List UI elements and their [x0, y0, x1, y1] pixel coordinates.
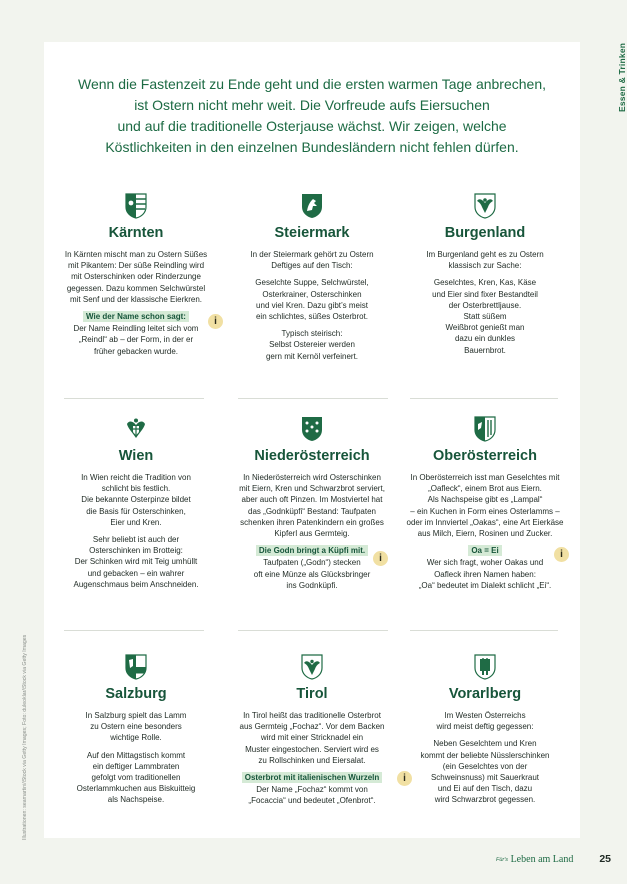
region-wien: [53, 416, 219, 596]
tyrol-crest-icon: [301, 654, 323, 680]
region-title: Kärnten: [108, 225, 164, 241]
region-paragraph: [227, 472, 397, 539]
region-title: Steiermark: [274, 225, 350, 241]
text-line: (ein Geselchtes von der: [442, 761, 528, 771]
text-line: oder im Innviertel „Oakas“, eine Art Eierkäse: [406, 517, 564, 527]
text-line: Osterkrainer, Osterschinken: [262, 289, 362, 299]
text-line: Selbst Ostereier werden: [269, 340, 355, 350]
text-line: „Oafleck“, einem Brot aus Eiern.: [428, 484, 542, 494]
text-line: Die bekannte Osterpinze bildet: [81, 495, 191, 505]
highlight-label: Die Godn bringt a Küpfi mit.: [256, 545, 368, 556]
region-salzburg: [53, 654, 219, 812]
region-paragraph: [53, 249, 219, 305]
region-title: Tirol: [296, 686, 328, 702]
region-paragraph: [396, 557, 574, 591]
text-line: Bauernbrot.: [464, 345, 506, 355]
text-line: Der Name „Fochaz“ kommt von: [256, 785, 368, 795]
intro-line: Köstlichkeiten in den einzelnen Bundesländern nicht fehlen dürfen.: [105, 139, 519, 155]
region-paragraph: [53, 472, 219, 528]
text-line: wird Schwarzbrot gegessen.: [434, 795, 536, 805]
text-line: gern mit Kernöl verfeinert.: [265, 351, 359, 361]
text-line: ins Godnküpfi.: [286, 580, 338, 590]
text-line: „Reindl“ ab – der Form, in der er: [78, 335, 194, 345]
text-line: schenken ihren Patenkindern ein großes: [240, 517, 384, 527]
intro-text: [70, 74, 554, 158]
lower-austria-crest-icon: [301, 416, 323, 442]
page-footer: [496, 854, 611, 868]
region-niederoesterreich: [227, 416, 397, 597]
text-line: schlicht bis festlich.: [101, 484, 171, 494]
divider: [64, 630, 204, 631]
region-paragraph: [229, 784, 395, 806]
divider: [64, 398, 204, 399]
text-line: gefolgt vom traditionellen: [91, 773, 181, 783]
region-paragraph: [229, 710, 395, 766]
upper-austria-crest-icon: [474, 416, 496, 442]
text-line: wird meist deftig gegessen:: [436, 722, 534, 732]
region-title: Oberösterreich: [433, 448, 537, 464]
text-line: Neben Geselchtem und Kren: [433, 739, 537, 749]
text-line: und Eier sind fixer Bestandteil: [432, 289, 538, 299]
info-icon: i: [208, 314, 223, 329]
text-line: und gebacken – ein wahrer: [87, 568, 185, 578]
text-line: kommt der beliebte Nüsslerschinken: [420, 750, 550, 760]
info-icon: i: [373, 551, 388, 566]
text-line: die Basis für Osterschinken,: [86, 506, 186, 516]
text-line: Statt süßem: [463, 312, 507, 322]
text-line: wird mit einer Stricknadel ein: [260, 733, 364, 743]
text-line: dazu ein dunkles: [454, 334, 516, 344]
region-paragraph: [402, 738, 568, 805]
region-paragraph: [227, 557, 397, 591]
text-line: Weißbrot genießt man: [445, 323, 525, 333]
text-line: Eier und Kren.: [110, 517, 162, 527]
text-line: Der Name Reindling leitet sich vom: [73, 324, 199, 334]
divider: [410, 398, 558, 399]
text-line: Muster eingestochen. Serviert wird es: [245, 744, 379, 754]
intro-line: und auf die traditionelle Osterjause wächst. Wir zeigen, welche: [117, 118, 507, 134]
highlight-label: Osterbrot mit italienischen Wurzeln: [242, 772, 383, 783]
region-title: Vorarlberg: [448, 686, 522, 702]
text-line: zu Ostern eine besonders: [90, 722, 182, 732]
text-line: ein schlichtes, süßes Osterbrot.: [255, 312, 369, 322]
carinthia-crest-icon: [125, 193, 147, 219]
text-line: Geselchte Suppe, Selchwürstel,: [255, 278, 369, 288]
region-paragraph: [53, 323, 219, 357]
divider: [410, 630, 558, 631]
info-icon: i: [397, 771, 412, 786]
text-line: gegessen. Dazu kommen Selchwürstel: [66, 283, 206, 293]
region-paragraph: [229, 277, 395, 322]
text-line: Der Schinken wird mit Teig umhüllt: [74, 557, 198, 567]
region-paragraph: [53, 750, 219, 806]
brand-prefix: Für's: [496, 857, 509, 863]
region-title: Wien: [118, 448, 154, 464]
divider: [238, 630, 388, 631]
region-paragraph: [229, 249, 395, 271]
text-line: und viel Kren. Dazu gibt’s meist: [256, 300, 368, 310]
text-line: In Oberösterreich isst man Geselchtes mit: [410, 473, 560, 482]
text-line: Im Burgenland geht es zu Ostern: [426, 250, 544, 259]
region-paragraph: [402, 249, 568, 271]
divider: [238, 398, 388, 399]
intro-line: ist Ostern nicht mehr weit. Die Vorfreude aufs Eiersuchen: [134, 97, 490, 113]
text-line: und Ei auf den Tisch, dazu: [437, 784, 533, 794]
region-kaernten: [53, 193, 219, 363]
section-tag-label: Essen & Trinken: [617, 42, 627, 112]
text-line: Sehr beliebt ist auch der: [92, 535, 180, 545]
region-tirol: [229, 654, 395, 813]
text-line: Schweinsnuss) mit Sauerkraut: [430, 773, 540, 783]
text-line: aber auch oft Pinzen. Im Mostviertel hat: [241, 495, 383, 505]
text-line: Taufpaten („Godn“) stecken: [263, 558, 361, 568]
text-line: Als Nachspeise gibt es „Lampal“: [427, 495, 543, 505]
region-paragraph: [402, 710, 568, 732]
text-line: In Tirol heißt das traditionelle Osterbrot: [243, 711, 381, 720]
region-oberoesterreich: [396, 416, 574, 597]
text-line: Osterlammkuchen aus Biskuitteig: [76, 784, 196, 794]
text-line: „Oa“ bedeutet im Dialekt schlicht „Ei“.: [418, 580, 552, 590]
highlight-label: Wie der Name schon sagt:: [83, 311, 189, 322]
vienna-crest-icon: [125, 416, 147, 442]
text-line: In Kärnten mischt man zu Ostern Süßes: [64, 250, 208, 259]
region-burgenland: [402, 193, 568, 362]
text-line: ein deftiger Lammbraten: [92, 761, 180, 771]
text-line: – ein Kuchen in Form eines Osterlamms –: [410, 506, 560, 516]
region-paragraph: [53, 534, 219, 590]
photo-credit: [14, 620, 28, 840]
text-line: zu Rollschinken und Eiersalat.: [258, 755, 366, 765]
vorarlberg-crest-icon: [474, 654, 496, 680]
text-line: „Focaccia“ und bedeutet „Ofenbrot“.: [248, 796, 376, 806]
salzburg-crest-icon: [125, 654, 147, 680]
text-line: In Salzburg spielt das Lamm: [85, 711, 187, 720]
text-line: der Osterbrettljause.: [448, 300, 522, 310]
text-line: aus Milch, Eiern, Rosinen und Zucker.: [417, 529, 553, 539]
page-number: 25: [599, 853, 611, 865]
magazine-brand: Leben am Land: [510, 854, 574, 865]
intro-line: Wenn die Fastenzeit zu Ende geht und die ersten warmen Tage anbrechen,: [77, 76, 546, 92]
text-line: Oafleck ihren Namen haben:: [434, 569, 536, 579]
text-line: Osterschinken im Brotteig:: [89, 546, 183, 556]
text-line: mit Pikantem: Der süße Reindling wird: [67, 261, 205, 271]
text-line: das „Godnküpfi“ Bestand: Taufpaten: [248, 506, 376, 516]
text-line: Im Westen Österreichs: [444, 711, 526, 720]
text-line: aus Germteig „Fochaz“. Vor dem Backen: [239, 722, 385, 732]
text-line: oft eine Münze als Glücksbringer: [253, 569, 371, 579]
region-vorarlberg: [402, 654, 568, 812]
region-title: Burgenland: [444, 225, 526, 241]
text-line: Typisch steirisch:: [281, 329, 343, 339]
region-paragraph: [396, 472, 574, 539]
text-line: In Niederösterreich wird Osterschinken: [243, 473, 381, 482]
text-line: Kipferl aus Germteig.: [274, 529, 350, 539]
text-line: Deftiges auf den Tisch:: [271, 261, 353, 271]
region-paragraph: [53, 710, 219, 744]
text-line: mit Osterschinken oder Rinderzunge: [71, 272, 201, 282]
text-line: Auf den Mittagstisch kommt: [86, 750, 186, 760]
info-icon: i: [554, 547, 569, 562]
text-line: wichtige Rolle.: [110, 733, 162, 743]
text-line: früher gebacken wurde.: [93, 346, 179, 356]
highlight-label: Oa = Ei: [468, 545, 501, 556]
text-line: mit Eiern, Kren und Schwarzbrot serviert,: [239, 484, 385, 494]
text-line: In Wien reicht die Tradition von: [81, 473, 191, 482]
photo-credit-text: Illustrationen: seamartini/iStock via Getty Images; Foto: duleoklar/iStock via Getty Images: [22, 634, 28, 840]
text-line: klassisch zur Sache:: [448, 261, 522, 271]
region-steiermark: [229, 193, 395, 368]
burgenland-crest-icon: [474, 193, 496, 219]
styria-crest-icon: [301, 193, 323, 219]
text-line: In der Steiermark gehört zu Ostern: [250, 250, 374, 259]
text-line: Augenschmaus beim Anschneiden.: [73, 579, 199, 589]
text-line: mit Senf und der klassische Eierkren.: [69, 294, 203, 304]
region-paragraph: [402, 277, 568, 355]
text-line: Geselchtes, Kren, Kas, Käse: [433, 278, 537, 288]
region-title: Niederösterreich: [254, 448, 370, 464]
region-title: Salzburg: [105, 686, 167, 702]
region-paragraph: [229, 328, 395, 362]
text-line: als Nachspeise.: [107, 795, 165, 805]
text-line: Wer sich fragt, woher Oakas und: [426, 558, 544, 568]
section-tag: [605, 42, 627, 122]
